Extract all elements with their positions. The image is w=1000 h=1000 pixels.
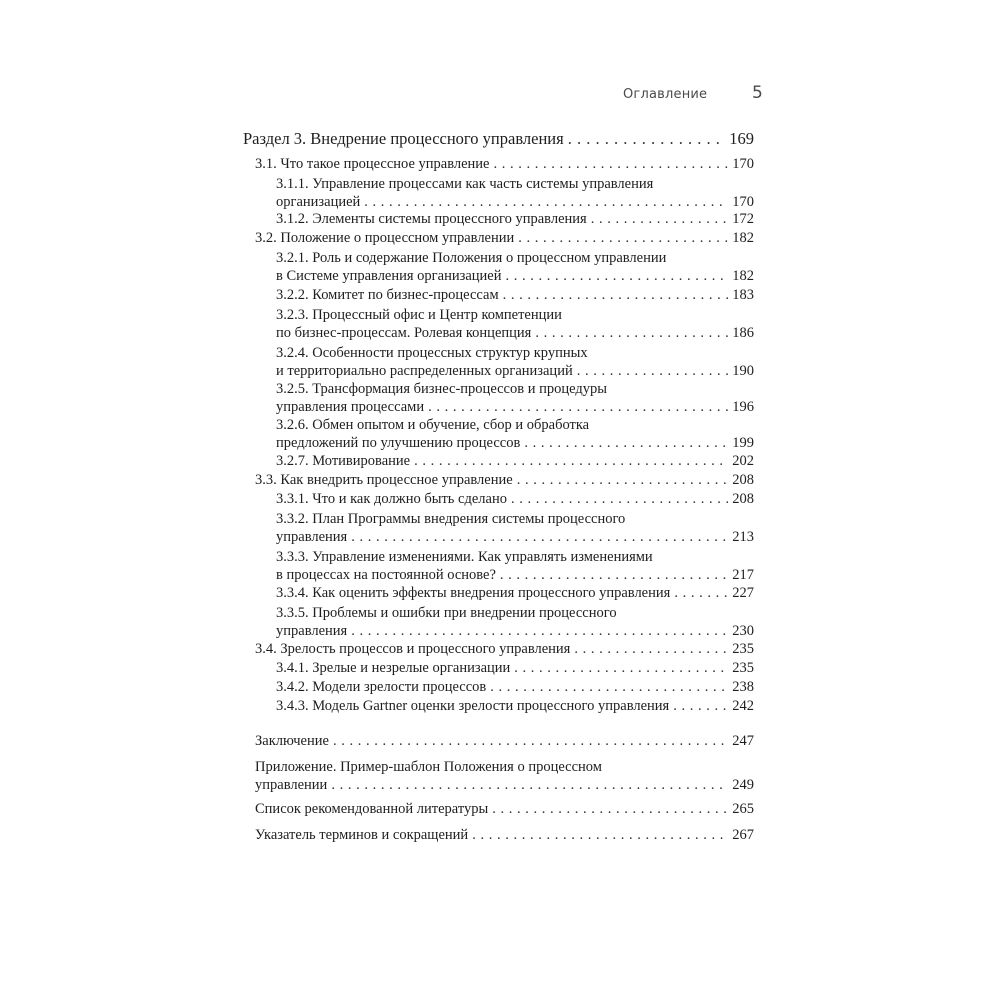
- toc-entry-title-cont: организацией: [276, 194, 361, 210]
- toc-entry-3-2-5[interactable]: [276, 380, 754, 416]
- toc-entry-title: 3.3. Как внедрить процессное управление: [255, 472, 513, 488]
- toc-entry-3-1-1[interactable]: [276, 175, 754, 211]
- toc-entry-page: 235: [732, 641, 754, 657]
- dot-leader: [511, 491, 728, 508]
- toc-entry-title: 3.4.2. Модели зрелости процессов: [276, 679, 487, 695]
- toc-entry-title: Заключение: [255, 733, 329, 749]
- toc-entry-title-cont: управления: [276, 623, 348, 639]
- dot-leader: [492, 801, 728, 818]
- toc-entry-page: 190: [732, 363, 754, 379]
- toc-entry-title: 3.1.1. Управление процессами как часть системы управления: [276, 176, 654, 192]
- toc-entry-page: 172: [732, 211, 754, 227]
- dot-leader: [518, 230, 728, 247]
- dot-leader: [574, 641, 728, 658]
- toc-entry-title: 3.2.3. Процессный офис и Центр компетенции: [276, 307, 562, 323]
- toc-entry-page: 182: [732, 268, 754, 284]
- toc-entry-title: 3.1. Что такое процессное управление: [255, 156, 490, 172]
- toc-entry-bibliography[interactable]: [255, 801, 754, 818]
- toc-entry-3-3-3[interactable]: [276, 548, 754, 584]
- toc-entry-3-2-2[interactable]: [276, 287, 754, 304]
- toc-entry-title: 3.1.2. Элементы системы процессного управления: [276, 211, 587, 227]
- toc-entry-page: 202: [732, 453, 754, 469]
- toc-entry-page: 265: [732, 801, 754, 817]
- toc-entry-index[interactable]: [255, 827, 754, 844]
- toc-entry-3-1-2[interactable]: [276, 211, 754, 228]
- toc-entry-3-4[interactable]: [255, 641, 754, 658]
- dot-leader: [517, 472, 729, 489]
- toc-entry-title: 3.2.5. Трансформация бизнес-процессов и процедуры: [276, 381, 607, 397]
- toc-entry-title-cont: по бизнес-процессам. Ролевая концепция: [276, 325, 532, 341]
- dot-leader: [577, 362, 729, 380]
- toc-entry-title: 3.3.1. Что и как должно быть сделано: [276, 491, 507, 507]
- toc-entry-title-cont: предложений по улучшению процессов: [276, 435, 521, 451]
- toc-entry-3-2-1[interactable]: [276, 249, 754, 285]
- running-title: Оглавление: [623, 87, 708, 102]
- toc-entry-3-3[interactable]: [255, 472, 754, 489]
- dot-leader: [524, 434, 728, 452]
- toc-entry-title: Приложение. Пример-шаблон Положения о процессном: [255, 759, 602, 775]
- toc-entry-title: 3.3.2. План Программы внедрения системы процессного: [276, 511, 626, 527]
- toc-entry-title: 3.3.4. Как оценить эффекты внедрения процессного управления: [276, 585, 671, 601]
- dot-leader: [351, 622, 728, 640]
- dot-leader: [331, 776, 728, 794]
- toc-entry-3-3-5[interactable]: [276, 604, 754, 640]
- dot-leader: [503, 287, 729, 304]
- toc-entry-3-2[interactable]: [255, 230, 754, 247]
- toc-entry-title: Список рекомендованной литературы: [255, 801, 489, 817]
- toc-entry-page: 208: [732, 491, 754, 507]
- toc-entry-3-4-2[interactable]: [276, 679, 754, 696]
- dot-leader: [673, 698, 728, 715]
- toc-entry-3-3-2[interactable]: [276, 510, 754, 546]
- dot-leader: [364, 193, 728, 211]
- dot-leader: [568, 129, 726, 149]
- toc-entry-page: 213: [732, 529, 754, 545]
- toc-entry-title: 3.2.4. Особенности процессных структур крупных: [276, 345, 588, 361]
- toc-entry-conclusion[interactable]: [255, 733, 754, 750]
- toc-entry-page: 170: [732, 156, 754, 172]
- toc-entry-page: 170: [732, 194, 754, 210]
- toc-entry-title-cont: в Системе управления организацией: [276, 268, 502, 284]
- dot-leader: [428, 398, 728, 416]
- dot-leader: [333, 733, 728, 750]
- toc-entry-page: 247: [732, 733, 754, 749]
- toc-entry-page: 196: [732, 399, 754, 415]
- toc-entry-page: 208: [732, 472, 754, 488]
- toc-entry-3-3-4[interactable]: [276, 585, 754, 602]
- dot-leader: [591, 211, 729, 228]
- toc-entry-page: 242: [732, 698, 754, 714]
- toc-entry-3-2-6[interactable]: [276, 416, 754, 452]
- toc-entry-3-4-1[interactable]: [276, 660, 754, 677]
- toc-entry-page: 217: [732, 567, 754, 583]
- toc-entry-section-3[interactable]: [243, 129, 754, 149]
- toc-entry-3-2-3[interactable]: [276, 306, 754, 342]
- toc-entry-3-3-1[interactable]: [276, 491, 754, 508]
- toc-entry-3-2-4[interactable]: [276, 344, 754, 380]
- toc-entry-page: 230: [732, 623, 754, 639]
- toc-entry-title: 3.2. Положение о процессном управлении: [255, 230, 515, 246]
- toc-entry-page: 267: [732, 827, 754, 843]
- page-number: 5: [752, 83, 763, 103]
- dot-leader: [674, 585, 728, 602]
- dot-leader: [351, 528, 728, 546]
- toc-entry-page: 183: [732, 287, 754, 303]
- toc-entry-title: 3.4.1. Зрелые и незрелые организации: [276, 660, 511, 676]
- dot-leader: [505, 267, 728, 285]
- dot-leader: [500, 566, 728, 584]
- toc-entry-title-cont: управления процессами: [276, 399, 425, 415]
- toc-entry-title: 3.3.3. Управление изменениями. Как управлять изменениями: [276, 549, 653, 565]
- toc-entry-title-cont: и территориально распределенных организаций: [276, 363, 573, 379]
- toc-entry-title-cont: в процессах на постоянной основе?: [276, 567, 496, 583]
- toc-entry-appendix[interactable]: [255, 758, 754, 794]
- toc-entry-title: 3.2.6. Обмен опытом и обучение, сбор и обработка: [276, 417, 590, 433]
- toc-entry-3-4-3[interactable]: [276, 698, 754, 715]
- dot-leader: [472, 827, 728, 844]
- dot-leader: [493, 156, 728, 173]
- toc-entry-title: Указатель терминов и сокращений: [255, 827, 469, 843]
- toc-entry-title-cont: управлении: [255, 777, 328, 793]
- toc-entry-page: 238: [732, 679, 754, 695]
- toc-entry-3-2-7[interactable]: [276, 453, 754, 470]
- toc-entry-title: 3.2.2. Комитет по бизнес-процессам: [276, 287, 499, 303]
- toc-entry-3-1[interactable]: [255, 156, 754, 173]
- toc-entry-title: 3.2.7. Мотивирование: [276, 453, 411, 469]
- toc-entry-page: 235: [732, 660, 754, 676]
- dot-leader: [414, 453, 728, 470]
- dot-leader: [535, 324, 728, 342]
- toc-entry-title: 3.2.1. Роль и содержание Положения о процессном управлении: [276, 250, 667, 266]
- toc-entry-page: 186: [732, 325, 754, 341]
- toc-entry-title: 3.4.3. Модель Gartner оценки зрелости процессного управления: [276, 698, 670, 714]
- toc-entry-title: 3.3.5. Проблемы и ошибки при внедрении процессного: [276, 605, 617, 621]
- toc-entry-title: 3.4. Зрелость процессов и процессного управления: [255, 641, 571, 657]
- toc-entry-page: 227: [732, 585, 754, 601]
- toc-entry-page: 199: [732, 435, 754, 451]
- dot-leader: [514, 660, 728, 677]
- toc-entry-title-cont: управления: [276, 529, 348, 545]
- toc-entry-page: 169: [729, 129, 754, 148]
- toc-entry-title: Раздел 3. Внедрение процессного управления: [243, 129, 564, 148]
- toc-entry-page: 249: [732, 777, 754, 793]
- toc-entry-page: 182: [732, 230, 754, 246]
- dot-leader: [490, 679, 728, 696]
